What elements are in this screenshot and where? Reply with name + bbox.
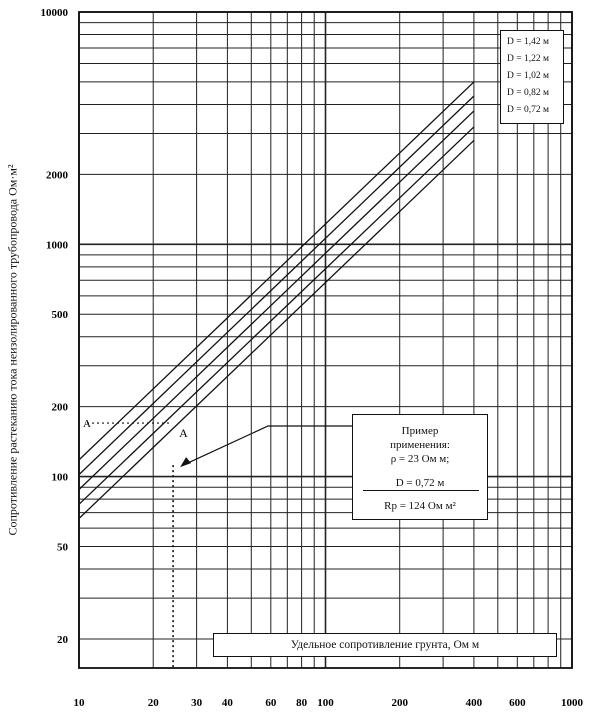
legend-item-0-72: D = 0,72 м: [507, 105, 549, 115]
y-axis-label-text: Сопротивление растеканию тока неизолированного трубопровода Ом·м²: [5, 164, 20, 536]
y-tick-label: 1000: [46, 239, 68, 252]
x-tick-label: 200: [391, 697, 408, 709]
legend-item-1-42: D = 1,42 м: [507, 37, 549, 47]
example-result: Rр = 124 Ом м²: [384, 500, 456, 512]
x-tick-label: 600: [509, 697, 526, 709]
x-tick-label: 100: [317, 697, 334, 709]
example-rho: ρ = 23 Ом м;: [390, 453, 450, 465]
y-tick-label: 100: [51, 471, 68, 484]
y-tick-label: 2000: [46, 169, 68, 182]
x-tick-label: 30: [191, 697, 203, 709]
legend-item-0-82: D = 0,82 м: [507, 88, 549, 98]
example-title-2: применения:: [390, 439, 450, 451]
legend-item-1-22: D = 1,22 м: [507, 54, 549, 64]
y-tick-label: 200: [51, 401, 68, 414]
x-tick-label: 400: [465, 697, 483, 709]
x-tick-label: 20: [147, 697, 159, 709]
grid-lines: [79, 12, 572, 668]
x-tick-label: 80: [296, 697, 308, 709]
x-axis-title: [213, 633, 557, 657]
x-tick-label: 40: [221, 697, 233, 709]
example-arrowhead: [180, 457, 191, 467]
example-divider: [363, 490, 479, 491]
y-tick-label: 500: [51, 309, 68, 322]
x-tick-label: 1000: [561, 697, 583, 709]
legend: [500, 30, 564, 124]
example-pointer-line: [183, 426, 352, 465]
y-tick-label: 10000: [40, 7, 68, 19]
example-diameter: D = 0,72 м: [395, 477, 445, 489]
label-a-point: A: [179, 426, 188, 441]
legend-item-1-02: D = 1,02 м: [507, 71, 549, 81]
y-tick-label: 50: [57, 541, 68, 554]
series-line-0: [79, 82, 474, 460]
y-axis-label: [2, 80, 24, 620]
example-annotation: [83, 418, 352, 668]
example-box: [352, 414, 488, 520]
label-a-left: A: [83, 418, 91, 431]
x-tick-label: 10: [73, 697, 85, 709]
x-tick-label: 60: [265, 697, 277, 709]
y-tick-label: 20: [57, 633, 68, 646]
example-title-1: Пример: [401, 425, 439, 437]
x-axis-title-text: Удельное сопротивление грунта, Ом м: [290, 639, 480, 651]
